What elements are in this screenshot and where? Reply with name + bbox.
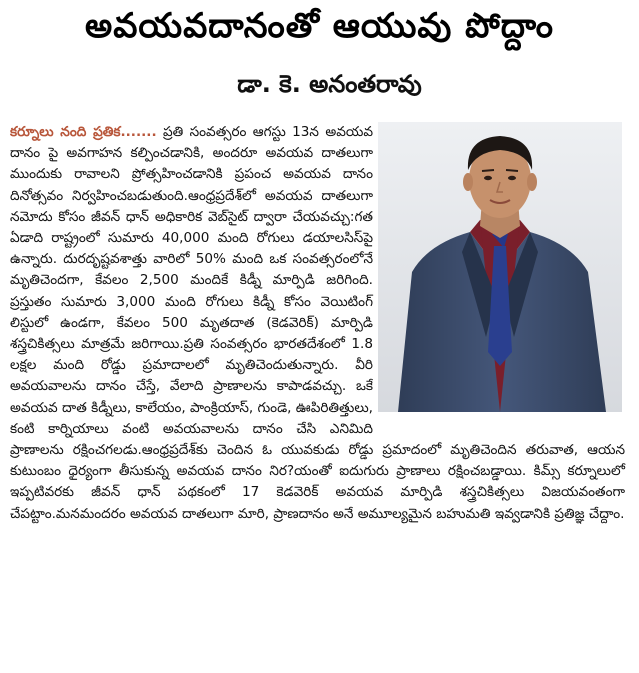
byline: డా. కె. అనంతరావు [237, 70, 422, 98]
doctor-portrait [378, 122, 622, 412]
headline: అవయవదానంతో ఆయువు పోద్దాం [85, 6, 554, 46]
dateline: కర్నూలు నంది ప్రతిక....... [10, 124, 157, 140]
article-text: ప్రతి సంవత్సరం ఆగస్టు 13న అవయవ దానం పై అవగాహన కల్పించడానికి, అందరూ అవయవ దాతలుగా ముందుకు రావాలని ప్రోత్సహించడానికి ప్రపంచ అవయవ దానం దినోత్సవం నిర్వహించబడుతుంది.ఆంధ్రప్రదేశ్‌లో అవయవ దాతలుగా నమోదు కోసం జీవన్ ధాన్ అధికారిక వెబ్‌సైట్ ద్వారా చేయవచ్చు:గత ఏడాది రాష్ట్రంలో సుమారు 40,000 మంది రోగులు డయాలసిస్‌పై ఉన్నారు. దురదృష్టవశాత్తు వారిలో 50% మంది ఒక సంవత్సరంలోనే మృతిచెందగా, కేవలం 2,500 మందికే కిడ్నీ మార్పిడి జరిగింది. ప్రస్తుతం సుమారు 3,000 మంది రోగులు కిడ్నీ కోసం వెయిటింగ్ లిస్టులో ఉండగా, కేవలం 500 మృతదాత (కెడవెరిక్) మార్పిడి శస్త్రచికిత్సలు మాత్రమే జరిగాయి.ప్రతి సంవత్సరం భారతదేశంలో 1.8 లక్షల మంది రోడ్డు ప్రమాదాలలో మృతిచెందుతున్నారు. వీరి అవయవాలను దానం చేస్తే, వేలాది ప్రాణాలను కాపాడవచ్చు. ఒకే అవయవ దాత కిడ్నీలు, కాలేయం, పాంక్రియాస్, గుండె, ఊపిరితిత్తులు, కంటి కార్నియాలు వంటి అవయవాలను దానం చేసి ఎనిమిది ప్రాణాలను రక్షించగలడు.ఆంధ్రప్రదేశ్‌కు చెందిన ఓ యువకుడు రోడ్డు ప్రమాదంలో మృతిచెందిన తరువాత, ఆయన కుటుంబం ధైర్యంగా తీసుకున్న అవయవ దానం నిర?యంతో ఐదుగురు ప్రాణాలు రక్షించబడ్డాయి. కిమ్స్ కర్నూలులో ఇప్పటివరకు జీవన్ ధాన్ పథకంలో 17 కెడవెరిక్ అవయవ మార్పిడి శస్త్రచికిత్సలు విజయవంతంగా చేపట్టాం.మనమందరం అవయవ దాతలుగా మారి, ప్రాణదానం అనే అమూల్యమైన బహుమతి ఇవ్వడానికి ప్రతిజ్ఞ చేద్దాం. [10, 124, 625, 522]
author-photo [378, 122, 622, 412]
